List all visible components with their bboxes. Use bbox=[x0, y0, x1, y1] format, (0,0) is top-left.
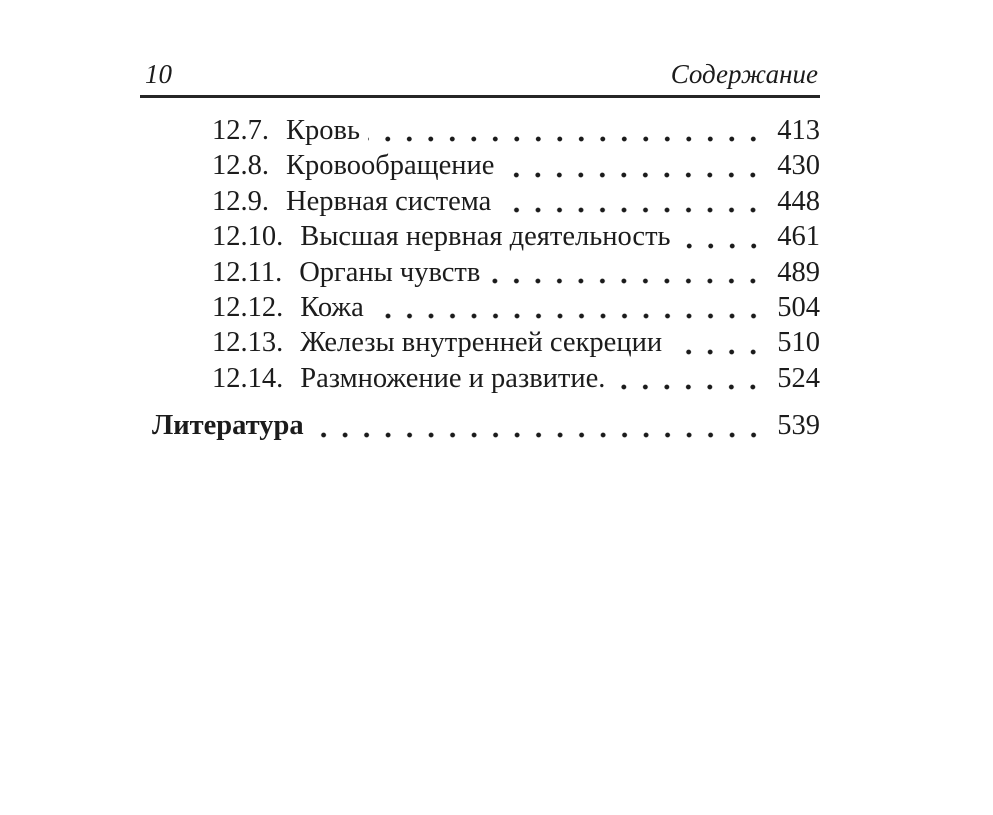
toc-entry-number: 12.9. bbox=[212, 185, 269, 217]
toc-list bbox=[140, 113, 820, 444]
page-content bbox=[140, 58, 820, 444]
toc-entry-number: 12.8. bbox=[212, 150, 269, 182]
dot-leader bbox=[670, 325, 767, 360]
dot-leader bbox=[372, 290, 767, 325]
toc-row bbox=[140, 290, 820, 325]
toc-entry-number: 12.13. bbox=[212, 327, 284, 359]
toc-entry-number: 12.7. bbox=[212, 115, 269, 146]
literature-page: 539 bbox=[777, 410, 820, 442]
dot-leader bbox=[502, 148, 767, 183]
literature-title: Литература bbox=[152, 410, 304, 442]
toc-row bbox=[140, 113, 820, 148]
toc-entry-page: 413 bbox=[777, 115, 820, 146]
dot-leader bbox=[488, 255, 767, 290]
dot-leader bbox=[499, 184, 767, 219]
page-header bbox=[140, 58, 820, 90]
header-rule bbox=[140, 95, 820, 98]
toc-row bbox=[140, 184, 820, 219]
toc-entry-title: Кровь bbox=[286, 115, 360, 146]
toc-entry-title: Нервная система bbox=[286, 185, 492, 217]
toc-entry-title: Размножение и развитие. bbox=[300, 362, 606, 394]
toc-entry-number: 12.12. bbox=[212, 291, 284, 323]
toc-entry-title: Органы чувств bbox=[299, 256, 481, 288]
toc-row bbox=[140, 361, 820, 396]
toc-entry-page: 448 bbox=[777, 185, 820, 217]
toc-entry-title: Железы внутренней секреции bbox=[300, 327, 663, 359]
dot-leader bbox=[312, 408, 767, 443]
toc-entry-page: 461 bbox=[777, 221, 820, 253]
toc-row bbox=[140, 148, 820, 183]
dot-leader bbox=[613, 361, 767, 396]
toc-entry-page: 524 bbox=[777, 362, 820, 394]
toc-entry-number: 12.10. bbox=[212, 221, 284, 253]
running-title: Содержание bbox=[670, 59, 818, 89]
toc-entry-title: Кожа bbox=[300, 291, 364, 323]
toc-row bbox=[140, 219, 820, 254]
literature-row bbox=[140, 408, 820, 443]
toc-row bbox=[140, 325, 820, 360]
toc-entry-title: Высшая нервная деятельность bbox=[300, 221, 671, 253]
dot-leader bbox=[679, 219, 767, 254]
page-number: 10 bbox=[145, 59, 172, 89]
dot-leader bbox=[368, 113, 767, 148]
toc-entry-page: 510 bbox=[777, 327, 820, 359]
toc-entry-page: 504 bbox=[777, 291, 820, 323]
toc-entry-page: 430 bbox=[777, 150, 820, 182]
toc-entry-number: 12.14. bbox=[212, 362, 284, 394]
toc-entry-page: 489 bbox=[777, 256, 820, 288]
toc-entry-number: 12.11. bbox=[212, 256, 283, 288]
toc-row bbox=[140, 255, 820, 290]
toc-entry-title: Кровообращение bbox=[286, 150, 495, 182]
